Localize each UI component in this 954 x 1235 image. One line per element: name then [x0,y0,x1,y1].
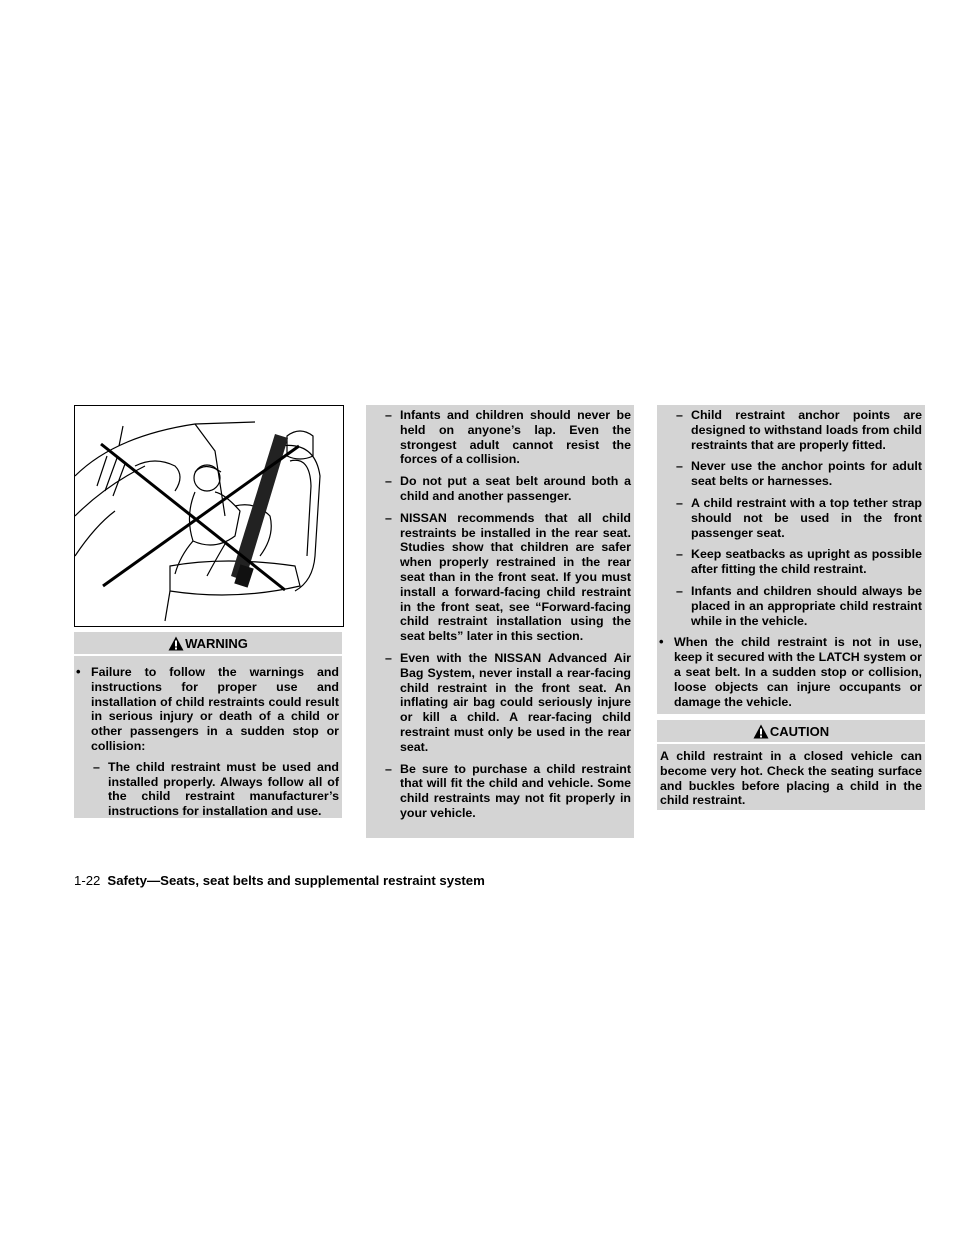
list-item: – A child restraint with a top tether strap should not be used in the front passenger seat. [657,496,925,540]
page-footer [74,873,485,888]
warning-box [74,632,342,818]
caution-box [657,720,925,810]
list-item: – Do not put a seat belt around both a child and another passenger. [366,474,634,504]
list-item: • When the child restraint is not in use, keep it secured with the LATCH system or a seat belt. In a sudden stop or collision, loose objects can injure occupants or damage the vehicle. [657,635,925,709]
warning-bullet: • Failure to follow the warnings and instructions for proper use and installation of child restraints could result in serious injury or death of a child or other passengers in a sudden stop or collision: [74,665,339,754]
section-title: Safety—Seats, seat belts and supplemental restraint system [107,873,485,888]
list-item: – Infants and children should always be placed in an appropriate child restraint while in the vehicle. [657,584,925,628]
prohibited-illustration-icon [75,406,343,626]
warning-triangle-icon [168,636,184,651]
list-item: – Keep seatbacks as upright as possible after fitting the child restraint. [657,547,925,577]
list-item: – Infants and children should never be held on anyone’s lap. Even the strongest adult cannot resist the forces of a collision. [366,408,634,467]
list-item: – Even with the NISSAN Advanced Air Bag System, never install a rear-facing child restraint in the front seat. An inflating air bag could seriously injure or kill a child. A rear-facing child restraint must only be used in the rear seat. [366,651,634,755]
caution-header [657,720,925,744]
caution-title: CAUTION [769,723,830,739]
list-item: – Child restraint anchor points are designed to withstand loads from child restraints that are properly fitted. [657,408,925,452]
warning-dash-item: – The child restraint must be used and installed properly. Always follow all of the child restraint manufacturer’s instructions for installation and use. [74,760,339,819]
warning-triangle-icon [753,724,769,739]
child-on-lap-illustration [74,405,344,627]
list-item: – NISSAN recommends that all child restraints be installed in the rear seat. Studies show that children are safer when properly restrained in the rear seat than in the front seat. If you must install a forward-facing child restraint in the front seat, see “Forward-facing child restraint installation using the seat belts” later in this section. [366,511,634,644]
warning-header [74,632,342,656]
column-2-warnings [366,405,634,838]
list-item: – Never use the anchor points for adult seat belts or harnesses. [657,459,925,489]
column-3-warnings [657,405,925,714]
page-number: 1-22 [74,873,101,888]
caution-text: A child restraint in a closed vehicle can become very hot. Check the seating surface and buckles before placing a child in the child restraint. [660,749,922,808]
warning-title: WARNING [185,635,248,651]
list-item: – Be sure to purchase a child restraint that will fit the child and vehicle. Some child restraints may not fit properly in your vehicle. [366,762,634,821]
